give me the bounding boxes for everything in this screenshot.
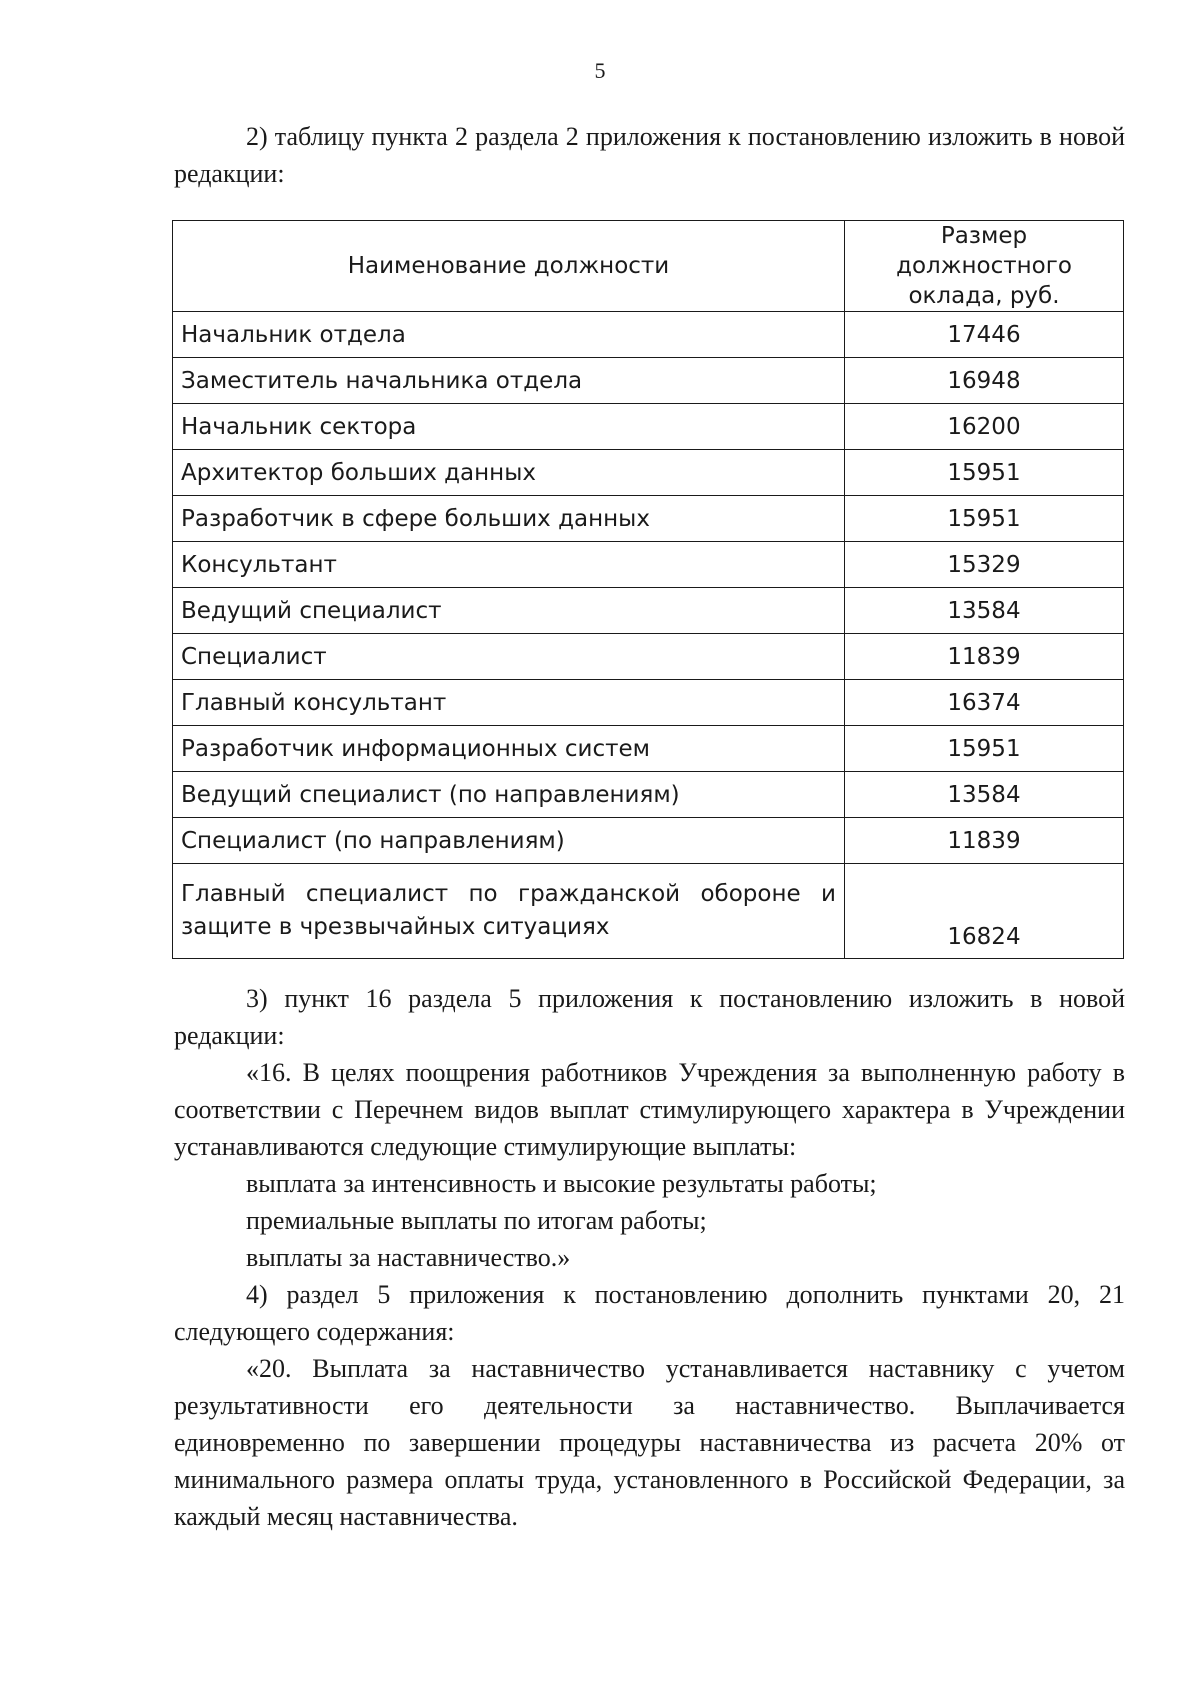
table-row — [173, 680, 1124, 726]
table-row — [173, 588, 1124, 634]
table-header-row — [173, 221, 1124, 312]
table-row — [173, 772, 1124, 818]
salary-value: 16948 — [845, 358, 1124, 404]
salary-value: 13584 — [845, 772, 1124, 818]
list-item: премиальные выплаты по итогам работы; — [246, 1206, 707, 1235]
intro-section — [174, 118, 1125, 192]
paragraph-20: «20. Выплата за наставничество устанавливается наставнику с учетом результативности его деятельности за наставничество. Выплачивается единовременно по завершении процедуры наставничества из расчета 20% от минимального размера оплаты труда, установленного в Российской Федерации, за каждый месяц наставничества. — [174, 1354, 1125, 1531]
position-name: Архитектор больших данных — [173, 450, 845, 496]
position-name: Главный консультант — [173, 680, 845, 726]
salary-value: 16824 — [845, 864, 1124, 959]
position-name: Ведущий специалист — [173, 588, 845, 634]
table-row — [173, 496, 1124, 542]
list-item: выплата за интенсивность и высокие результаты работы; — [246, 1169, 877, 1198]
position-name: Разработчик информационных систем — [173, 726, 845, 772]
paragraph-3: 3) пункт 16 раздела 5 приложения к постановлению изложить в новой редакции: — [174, 984, 1125, 1050]
salary-value: 15329 — [845, 542, 1124, 588]
position-name: Главный специалист по гражданской обороне и защите в чрезвычайных ситуациях — [173, 864, 845, 959]
salary-value: 11839 — [845, 818, 1124, 864]
position-name: Начальник сектора — [173, 404, 845, 450]
position-name: Ведущий специалист (по направлениям) — [173, 772, 845, 818]
paragraph-4: 4) раздел 5 приложения к постановлению дополнить пунктами 20, 21 следующего содержания: — [174, 1280, 1125, 1346]
header-position: Наименование должности — [173, 221, 845, 312]
salary-value: 13584 — [845, 588, 1124, 634]
salary-value: 16374 — [845, 680, 1124, 726]
table-row — [173, 818, 1124, 864]
table-row — [173, 864, 1124, 959]
salary-value: 11839 — [845, 634, 1124, 680]
salary-value: 17446 — [845, 312, 1124, 358]
salary-value: 15951 — [845, 496, 1124, 542]
intro-paragraph: 2) таблицу пункта 2 раздела 2 приложения к постановлению изложить в новой редакции: — [174, 122, 1125, 188]
salary-value: 16200 — [845, 404, 1124, 450]
table-row — [173, 450, 1124, 496]
table-row — [173, 358, 1124, 404]
page-number: 5 — [594, 58, 606, 83]
table-row — [173, 542, 1124, 588]
position-name: Заместитель начальника отдела — [173, 358, 845, 404]
position-name: Начальник отдела — [173, 312, 845, 358]
table-row — [173, 726, 1124, 772]
body-text — [174, 980, 1125, 1535]
list-item: выплаты за наставничество.» — [246, 1243, 571, 1272]
position-name: Специалист (по направлениям) — [173, 818, 845, 864]
table-row — [173, 634, 1124, 680]
paragraph-16: «16. В целях поощрения работников Учреждения за выполненную работу в соответствии с Перечнем видов выплат стимулирующего характера в Учреждении устанавливаются следующие стимулирующие выплаты: — [174, 1058, 1125, 1161]
position-name: Специалист — [173, 634, 845, 680]
header-salary: Размер должностного оклада, руб. — [845, 221, 1124, 312]
position-name: Консультант — [173, 542, 845, 588]
salary-value: 15951 — [845, 726, 1124, 772]
table-row — [173, 312, 1124, 358]
salary-value: 15951 — [845, 450, 1124, 496]
salary-table — [172, 220, 1124, 959]
position-name: Разработчик в сфере больших данных — [173, 496, 845, 542]
table-row — [173, 404, 1124, 450]
